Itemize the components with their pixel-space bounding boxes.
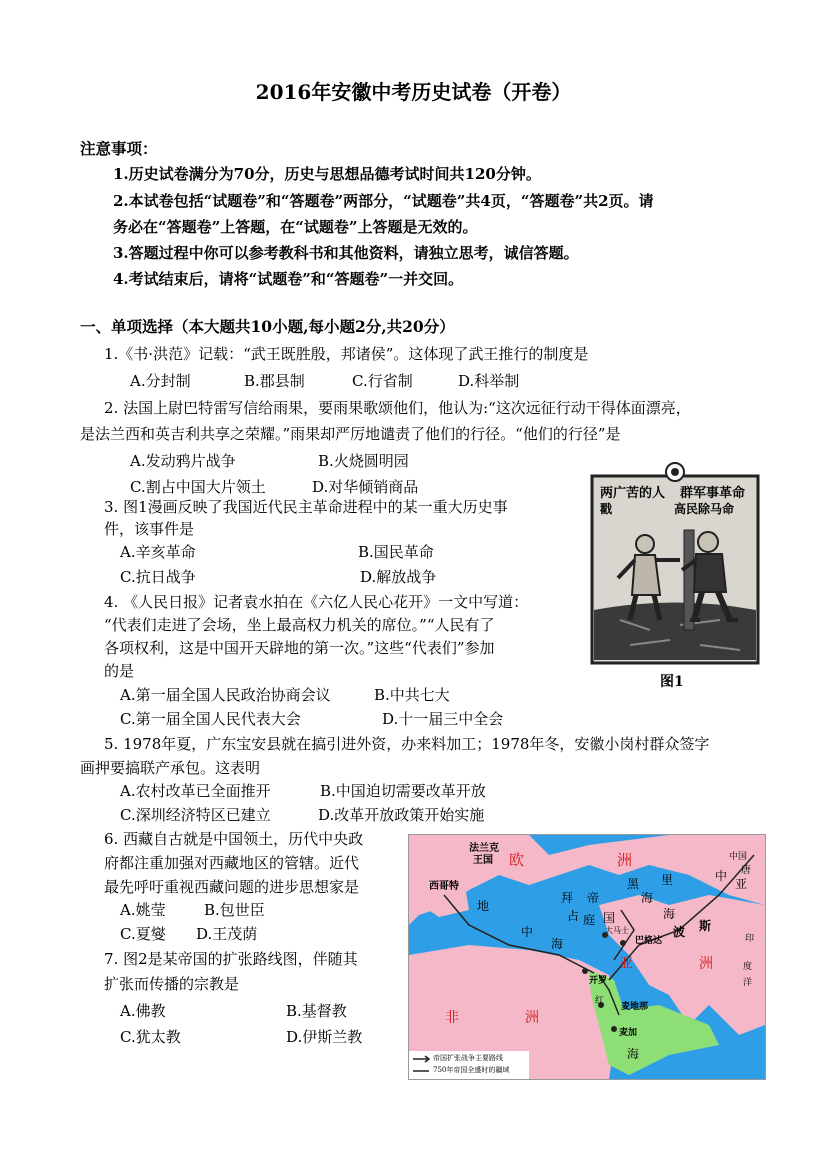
map-label-baghdad: 巴格达 (635, 936, 663, 946)
map-label-byzantium-2: 占 (567, 909, 580, 923)
question-stem: 最先呼吁重视西藏问题的进步思想家是 (104, 878, 360, 896)
map-label-cairo: 开罗 (589, 976, 608, 986)
cartoon-banner-sub-left: 戳 (600, 502, 613, 516)
map-label-byzantium-1: 拜 (561, 891, 574, 905)
map-label-mecca: 麦加 (619, 1028, 638, 1038)
cartoon-banner-left: 两广苦的人 (600, 486, 666, 501)
map-label-india-3: 洋 (743, 978, 753, 988)
option: A.农村改革已全面推开 (120, 782, 271, 800)
map-label-caspian-2: 海 (663, 907, 676, 921)
question-stem: 件，该事件是 (104, 520, 195, 538)
map-label-asia-2: 洲 (699, 956, 713, 972)
question-stem: 的是 (104, 662, 135, 680)
option: C.犹太教 (120, 1028, 181, 1046)
question-stem: 6. 西藏自古就是中国领土，历代中央政 (104, 830, 364, 848)
figure-1-cartoon (590, 460, 760, 665)
option: A.姚莹 (120, 901, 166, 919)
map-label-europe-2: 洲 (617, 851, 633, 869)
map-label-mediterranean-1: 地 (477, 899, 490, 913)
map-label-black-sea-2: 海 (641, 891, 654, 905)
notice-item: 2.本试卷包括“试题卷”和“答题卷”两部分，“试题卷”共4页，“答题卷”共2页。请 (113, 192, 654, 210)
map-label-persia-2: 斯 (699, 919, 712, 933)
option: D.王茂荫 (196, 925, 258, 943)
option: D.伊斯兰教 (286, 1028, 363, 1046)
question-stem: 2. 法国上尉巴特雷写信给雨果，要雨果歌颂他们，他认为:“这次远征行动干得体面漂亮， (104, 399, 691, 417)
option: A.辛亥革命 (120, 543, 196, 561)
option: D.科举制 (458, 372, 520, 390)
question-stem: 府都注重加强对西藏地区的管辖。近代 (104, 854, 360, 872)
option: B.中国迫切需要改革开放 (320, 782, 486, 800)
notice-item: 1.历史试卷满分为70分，历史与思想品德考试时间共120分钟。 (113, 165, 541, 183)
map-label-persia-1: 波 (673, 925, 686, 939)
map-label-china-2: 唐 (741, 865, 751, 876)
option: B.郡县制 (244, 372, 305, 390)
option: A.发动鸦片战争 (130, 452, 236, 470)
cartoon-banner-right: 群军事革命 (680, 486, 746, 501)
question-stem: 各项权利，这是中国开天辟地的第一次。”这些“代表们”参加 (104, 639, 495, 657)
page-title: 2016年安徽中考历史试卷（开卷） (255, 80, 572, 104)
map-label-mediterranean-3: 海 (551, 937, 564, 951)
map-label-redsea-2: 海 (627, 1047, 640, 1061)
notice-item: 务必在“答题卷”上答题，在“试题卷”上答题是无效的。 (113, 218, 478, 236)
option: B.国民革命 (358, 543, 434, 561)
question-stem: 4. 《人民日报》记者袁水拍在《六亿人民心花开》一文中写道： (104, 593, 529, 611)
notice-item: 3.答题过程中你可以参考教科书和其他资料，请独立思考，诚信答题。 (113, 244, 579, 262)
option: C.割占中国大片领土 (130, 478, 266, 496)
map-legend-territory: 750年帝国全盛时的疆域 (433, 1066, 510, 1074)
map-label-damascus: 大马士 (605, 926, 629, 935)
map-label-medina: 麦地那 (621, 1002, 649, 1012)
question-stem: 3. 图1漫画反映了我国近代民主革命进程中的某一重大历史事 (104, 498, 508, 516)
map-label-india-2: 度 (743, 962, 753, 972)
map-label-china-1: 中国 (729, 852, 748, 862)
question-stem: 5. 1978年夏，广东宝安县就在搞引进外资，办来料加工；1978年冬，安徽小岗村群众签字 (104, 735, 710, 753)
option: D.改革开放政策开始实施 (318, 806, 485, 824)
option: A.第一届全国人民政治协商会议 (120, 686, 331, 704)
option: D.解放战争 (360, 568, 437, 586)
map-label-africa-2: 洲 (525, 1010, 539, 1026)
map-label-mediterranean-2: 中 (521, 925, 534, 939)
map-label-black-sea-1: 黑 (627, 877, 640, 891)
map-label-central-asia-2: 亚 (735, 877, 748, 891)
option: C.行省制 (352, 372, 413, 390)
question-stem: 1.《书·洪范》记载：“武王既胜殷，邦诸侯”。这体现了武王推行的制度是 (104, 345, 589, 363)
map-label-redsea-1: 红 (595, 996, 605, 1006)
map-label-caspian-1: 里 (661, 873, 674, 887)
map-legend-route: 帝国扩张战争主要路线 (433, 1054, 503, 1062)
question-stem: 扩张而传播的宗教是 (104, 975, 240, 993)
question-stem: 画押要搞联产承包。这表明 (80, 759, 261, 777)
option: D.对华倾销商品 (312, 478, 419, 496)
option: B.基督教 (286, 1002, 347, 1020)
map-label-byzantium-3: 庭 (583, 913, 596, 927)
cartoon-banner-sub-right: 高民除马命 (674, 502, 735, 516)
option: A.佛教 (120, 1002, 166, 1020)
map-label-frank: 法兰克 (469, 843, 499, 854)
option: B.火烧圆明园 (318, 452, 409, 470)
option: C.抗日战争 (120, 568, 196, 586)
section-heading: 一、单项选择（本大题共10小题,每小题2分,共20分） (80, 317, 455, 336)
option: D.十一届三中全会 (382, 710, 504, 728)
option: B.中共七大 (374, 686, 450, 704)
map-label-europe-1: 欧 (509, 851, 525, 869)
map-label-kingdom: 王国 (473, 855, 493, 866)
question-stem: 7. 图2是某帝国的扩张路线图，伴随其 (104, 950, 358, 968)
option: B.包世臣 (204, 901, 265, 919)
map-label-central-asia-1: 中 (715, 869, 728, 883)
option: C.深圳经济特区已建立 (120, 806, 271, 824)
figure-2-map (408, 834, 766, 1080)
map-label-byzantium-4: 帝 (587, 891, 600, 905)
option: C.夏燮 (120, 925, 166, 943)
map-label-west-goth: 西哥特 (429, 881, 459, 892)
notice-item: 4.考试结束后，请将“试题卷”和“答题卷”一并交回。 (113, 270, 464, 288)
notice-heading: 注意事项： (80, 139, 158, 158)
question-stem: “代表们走进了会场，坐上最高权力机关的席位。”“人民有了 (104, 616, 495, 634)
figure-1-caption: 图1 (660, 674, 684, 690)
map-label-byzantium-5: 国 (603, 911, 616, 925)
question-stem: 是法兰西和英吉利共享之荣耀。”雨果却严厉地谴责了他们的行径。“他们的行径”是 (80, 425, 621, 443)
map-label-africa-1: 非 (445, 1010, 459, 1026)
option: A.分封制 (130, 372, 191, 390)
map-label-india-1: 印 (745, 934, 755, 944)
option: C.第一届全国人民代表大会 (120, 710, 301, 728)
map-label-asia-1: 亚 (619, 956, 633, 972)
